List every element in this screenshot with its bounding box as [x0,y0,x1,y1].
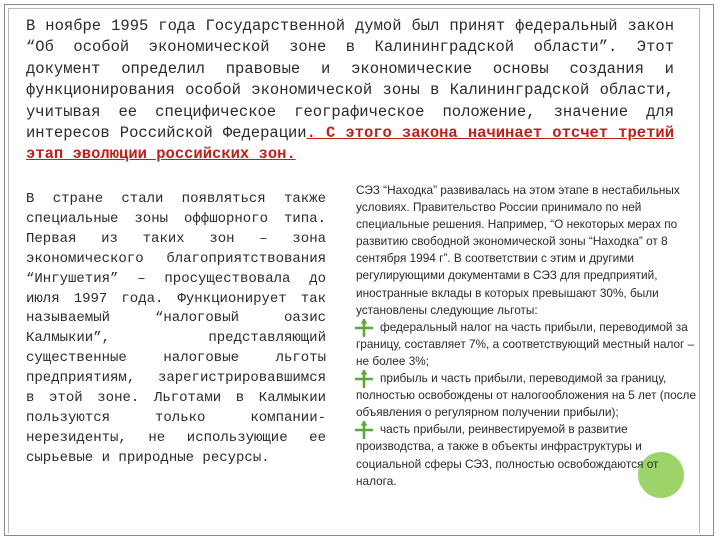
right-intro: СЭЗ “Находка” развивалась на этом этапе в нестабильных условиях. Правительство России принимало по ней специальные решения. Например, “О некоторых мерах по развитию свободной экономической зоны “Находка” от 8 сентября 1994 г”. В соответствии с этим и другими регулирующими документами в СЭЗ для предприятий, иностранные вклады в которых превышают 30%, были установлены следующие льготы: [356,183,680,317]
bullet-item [356,370,696,421]
bullet-item [356,319,696,370]
bullet-text: часть прибыли, реинвестируемой в развитие производства, а также в объекты инфраструктуры и социальной сферы СЭЗ, полностью освобождаются от налога. [356,422,659,488]
top-paragraph-text: В ноябре 1995 года Государственной думой был принят федеральный закон “Об особой экономической зоне в Калининградской области”. Этот документ определил правовые и экономические основы создания и функционирования особой экономической зоны в Калининградской области, учитывая ее специфическое географическое положение, значение для интересов Российской Федерации [26,17,674,143]
bullet-item [356,421,696,489]
left-paragraph: В стране стали появляться также специальные зоны оффшорного типа. Первая из таких зон – зона экономического благоприятствования “Ингушетия” – просуществовала до июля 1997 года. Функционирует так называемый “налоговый оазис Калмыкии”, представляющий существенные налоговые льготы предприятиям, зарегистрировавшимся в этой зоне. Льготами в Калмыкии пользуются только компании-нерезиденты, не использующие ее сырьевые и природные ресурсы. [26,191,326,466]
green-cross-arrow-icon [354,421,374,439]
green-cross-arrow-icon [354,370,374,388]
top-paragraph-highlight: . С этого закона начинает отсчет третий этап эволюции российских зон. [26,124,674,164]
right-column [356,182,696,490]
top-paragraph [26,16,674,166]
bullet-text: прибыль и часть прибыли, переводимой за границу, полностью освобождены от налогообложения на 5 лет (после объявления о регулярном получении прибыли); [356,371,697,420]
green-cross-arrow-icon [354,319,374,337]
bullet-text: федеральный налог на часть прибыли, переводимой за границу, составляет 7%, а соответствующий местный налог – не более 3%; [356,319,695,368]
